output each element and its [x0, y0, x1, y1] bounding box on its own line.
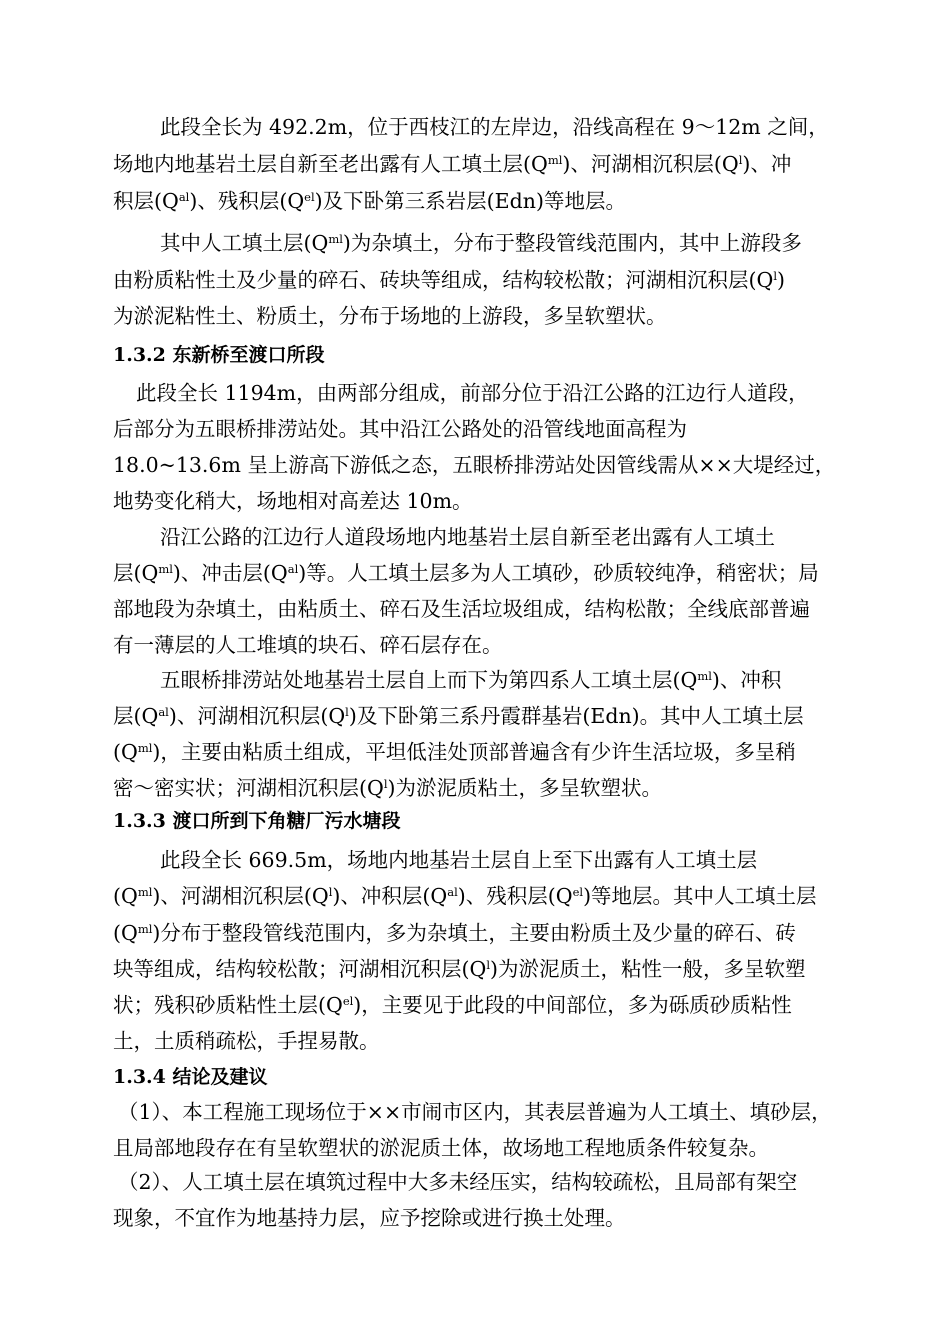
text-run: 场地内地基岩土层自新至老出露有人工填土层(Q — [113, 152, 548, 176]
text-run: 为淤泥粘性土、粉质土，分布于场地的上游段，多呈软塑状。 — [113, 304, 667, 328]
superscript: ml — [547, 153, 563, 167]
paragraph-line — [113, 301, 843, 333]
paragraph-line — [160, 228, 843, 260]
text-run: )、残积层(Q — [189, 189, 305, 213]
paragraph-line — [160, 665, 843, 697]
superscript: ml — [158, 562, 173, 576]
superscript: al — [287, 562, 299, 576]
paragraph-line — [113, 990, 843, 1022]
superscript: el — [342, 994, 354, 1008]
paragraph-line — [113, 149, 843, 181]
text-run: 且局部地段存在有呈软塑状的淤泥质土体，故场地工程地质条件较复杂。 — [113, 1136, 769, 1160]
text-run: )及下卧第三系丹霞群基岩(Edn)。其中人工填土层 — [348, 704, 804, 728]
text-run: 层(Q — [113, 561, 159, 585]
paragraph-line — [113, 737, 843, 769]
text-run: 此段全长 1194m，由两部分组成，前部分位于沿江公路的江边行人道段， — [136, 381, 809, 405]
superscript: ml — [697, 669, 712, 683]
text-run: 地势变化稍大，场地相对高差达 10m。 — [113, 489, 473, 513]
text-run: ) — [777, 268, 785, 292]
paragraph-line — [113, 881, 843, 913]
paragraph-line — [160, 112, 843, 144]
text-run: 由粉质粘性土及少量的碎石、砖块等组成，结构较松散；河湖相沉积层(Q — [113, 268, 774, 292]
text-run: )、冲积层(Q — [332, 884, 448, 908]
text-run: )，主要由粘质土组成，平坦低洼处顶部普遍含有少许生活垃圾，多呈稍 — [152, 740, 796, 764]
text-run: (Q — [113, 740, 138, 764]
superscript: l — [383, 777, 388, 791]
text-run: 此段全长 669.5m，场地内地基岩土层自上至下出露有人工填土层 — [160, 848, 758, 872]
paragraph-line — [113, 701, 843, 733]
text-run: 此段全长为 492.2m，位于西枝江的左岸边，沿线高程在 9～12m 之间， — [160, 115, 829, 139]
text-run: )、冲积 — [711, 668, 782, 692]
text-run: (Q — [113, 884, 138, 908]
paragraph-line — [160, 522, 843, 554]
text-run: )等地层。其中人工填土层 — [583, 884, 817, 908]
text-run: 部地段为杂填土，由粘质土、碎石及生活垃圾组成，结构松散；全线底部普遍 — [113, 597, 810, 621]
paragraph-line — [113, 1026, 843, 1058]
superscript: al — [178, 190, 190, 204]
paragraph-line — [113, 630, 843, 662]
text-run: (Q — [113, 921, 138, 945]
text-run: )、冲 — [742, 152, 792, 176]
text-run: 土，土质稍疏松，手捏易散。 — [113, 1029, 380, 1053]
paragraph-line — [113, 773, 843, 805]
superscript: l — [345, 705, 349, 719]
paragraph-line — [113, 414, 843, 446]
text-run: )、冲击层(Q — [172, 561, 288, 585]
section-heading-1-3-3: 1.3.3 渡口所到下角糖厂污水塘段 — [113, 810, 401, 832]
paragraph-line — [160, 845, 843, 877]
text-run: )、河湖相沉积层(Q — [168, 704, 346, 728]
section-heading-1-3-4: 1.3.4 结论及建议 — [113, 1066, 268, 1088]
text-run: )等。人工填土层多为人工填砂，砂质较纯净，稍密状；局 — [298, 561, 819, 585]
text-run: （1）、本工程施工现场位于××市闹市区内，其表层普遍为人工填土、填砂层， — [118, 1100, 832, 1124]
text-run: )为淤泥质粘土，多呈软塑状。 — [387, 776, 662, 800]
text-run: 现象，不宜作为地基持力层，应予挖除或进行换土处理。 — [113, 1206, 626, 1230]
text-run: 18.0~13.6m 呈上游高下游低之态，五眼桥排涝站处因管线需从××大堤经过， — [113, 453, 836, 477]
superscript: l — [738, 153, 743, 167]
text-run: 其中人工填土层(Q — [160, 231, 329, 255]
text-run: 块等组成，结构较松散；河湖相沉积层(Q — [113, 957, 487, 981]
text-run: )、残积层(Q — [457, 884, 573, 908]
list-item-line — [118, 1097, 843, 1129]
list-item-line — [118, 1167, 843, 1199]
superscript: l — [773, 269, 777, 283]
text-run: 积层(Q — [113, 189, 179, 213]
section-heading-1-3-2: 1.3.2 东新桥至渡口所段 — [113, 344, 325, 366]
text-run: )分布于整段管线范围内，多为杂填土，主要由粉质土及少量的碎石、砖 — [152, 921, 796, 945]
text-run: )、河湖相沉积层(Q — [152, 884, 329, 908]
paragraph-line — [113, 954, 843, 986]
superscript: el — [304, 190, 315, 204]
paragraph-line — [113, 450, 843, 482]
text-run: 后部分为五眼桥排涝站处。其中沿江公路处的沿管线地面高程为 — [113, 417, 687, 441]
text-run: 密～密实状；河湖相沉积层(Q — [113, 776, 384, 800]
paragraph-line — [113, 265, 843, 297]
text-run: 层(Q — [113, 704, 159, 728]
paragraph-line — [113, 558, 843, 590]
paragraph-line — [113, 918, 843, 950]
text-run: 沿江公路的江边行人道段场地内地基岩土层自新至老出露有人工填土 — [160, 525, 775, 549]
text-run: 状；残积砂质粘性土层(Q — [113, 993, 343, 1017]
text-run: （2）、人工填土层在填筑过程中大多未经压实，结构较疏松，且局部有架空 — [118, 1170, 798, 1194]
superscript: el — [572, 885, 584, 899]
text-run: 五眼桥排涝站处地基岩土层自上而下为第四系人工填土层(Q — [160, 668, 698, 692]
superscript: l — [486, 958, 490, 972]
superscript: ml — [137, 741, 153, 755]
superscript: al — [447, 885, 458, 899]
text-run: )为淤泥质土，粘性一般，多呈软塑 — [490, 957, 806, 981]
list-item-line — [113, 1203, 843, 1235]
paragraph-line — [113, 486, 843, 518]
superscript: l — [328, 885, 333, 899]
text-run: 有一薄层的人工堆填的块石、碎石层存在。 — [113, 633, 503, 657]
text-run: )及下卧第三系岩层(Edn)等地层。 — [314, 189, 626, 213]
list-item-line — [113, 1133, 843, 1165]
superscript: ml — [137, 885, 153, 899]
text-run: )、河湖相沉积层(Q — [562, 152, 739, 176]
paragraph-line — [113, 594, 843, 626]
text-run: )为杂填土，分布于整段管线范围内，其中上游段多 — [342, 231, 802, 255]
paragraph-line — [113, 186, 843, 218]
paragraph-line — [136, 378, 843, 410]
superscript: al — [158, 705, 169, 719]
superscript: ml — [328, 232, 343, 246]
superscript: ml — [137, 922, 153, 936]
text-run: )，主要见于此段的中间部位，多为砾质砂质粘性 — [353, 993, 792, 1017]
